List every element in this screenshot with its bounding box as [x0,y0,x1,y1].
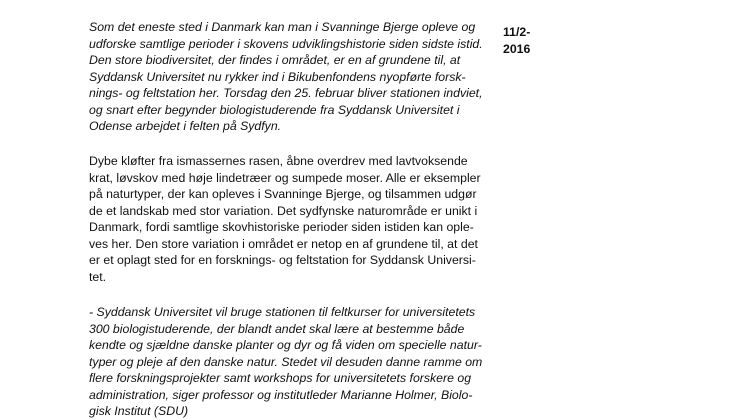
body-line: er et oplagt sted for en forsknings- og feltstation for Syddansk Universi- [89,253,476,267]
quote-paragraph [89,304,499,420]
quote-line: typer og pleje af den danske natur. Stedet vil desuden danne ramme om [89,354,483,369]
body-line: ves her. Den store variation i området er netop en af grundene til, at det [89,236,478,251]
intro-paragraph [89,19,499,135]
date-line: 11/2- [503,25,531,39]
quote-line: - Syddansk Universitet vil bruge stationen til feltkurser for universitetets [89,305,476,319]
quote-line: kendte og sjældne danske planter og dyr og få viden om specielle natur- [89,338,482,352]
intro-line: Syddansk Universitet nu rykker ind i Bikubenfondens nyopførte forsk- [89,69,466,84]
quote-line: gisk Institut (SDU) [89,404,189,418]
intro-line: nings- og feltstation her. Torsdag den 25. februar bliver stationen indviet, [89,86,483,100]
intro-line: Den store biodiversitet, der findes i området, er en af grundene til, at [89,53,461,67]
intro-line: udforske samtlige perioder i skovens udviklingshistorie siden sidste istid. [89,36,483,51]
intro-line: Odense arbejdet i felten på Sydfyn. [89,119,282,133]
body-line: Danmark, fordi samtlige skovhistoriske perioder siden istiden kan ople- [89,220,474,234]
date-line: 2016 [503,42,531,56]
body-line: tet. [89,269,107,284]
body-line: på naturtyper, der kan opleves i Svanninge Bjerge, og tilsammen udgør [89,187,477,201]
body-line: de et landskab med stor variation. Det sydfynske naturområde er unikt i [89,203,478,218]
quote-line: 300 biologistuderende, der blandt andet skal lære at bestemme både [89,321,465,336]
body-paragraph [89,153,499,285]
body-line: krat, løvskov med høje lindetræer og sumpede moser. Alle er eksempler [89,170,481,185]
intro-line: og snart efter begynder biologistuderende fra Syddansk Universitet i [89,102,460,117]
body-line: Dybe kløfter fra ismassernes rasen, åbne overdrev med lavtvoksende [89,154,468,168]
quote-line: administration, siger professor og institutleder Marianne Holmer, Biolo- [89,387,473,402]
quote-line: flere forskningsprojekter samt workshops for universitetets forskere og [89,371,472,385]
publication-date [503,24,530,58]
intro-line: Som det eneste sted i Danmark kan man i Svanninge Bjerge opleve og [89,20,476,34]
